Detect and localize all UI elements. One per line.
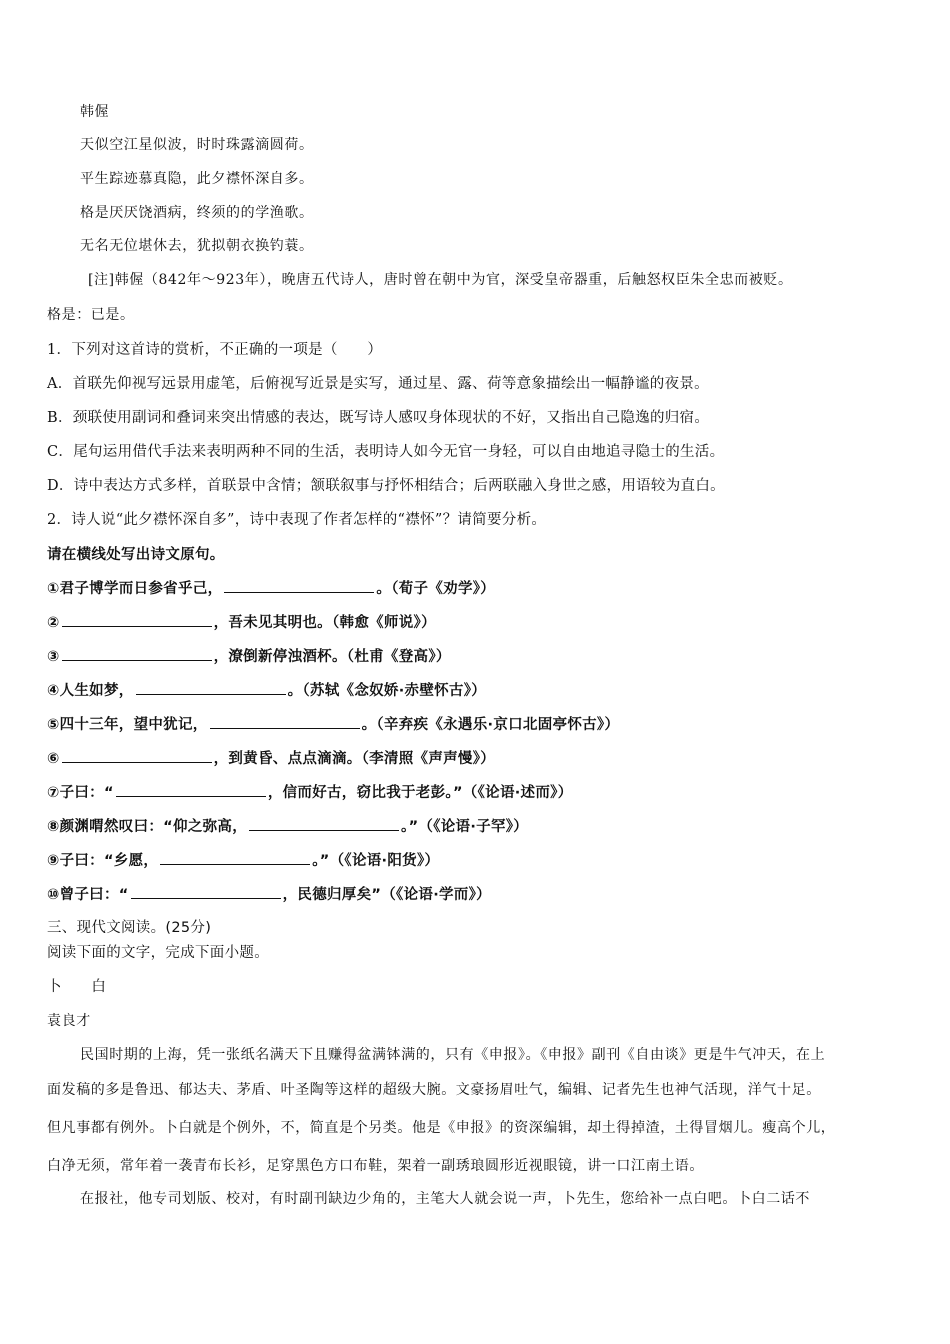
answer-blank[interactable] — [249, 816, 399, 831]
poem-note-continued: 格是：已是。 — [47, 307, 135, 323]
fill-item: ② ，吾未见其明也。（韩愈《师说》） — [47, 612, 436, 633]
article-title: 卜 白 — [47, 979, 107, 995]
article-paragraph-line: 白净无须，常年着一袭青布长衫，足穿黑色方口布鞋，架着一副琇琅圆形近视眼镜，讲一口江南土语。 — [47, 1158, 704, 1174]
poem-line: 无名无位堪休去，犹拟朝衣换钓蓑。 — [80, 238, 314, 254]
section-instruction: 阅读下面的文字，完成下面小题。 — [47, 945, 269, 961]
answer-blank[interactable] — [116, 782, 266, 797]
option-a: A．首联先仰视写远景用虚笔，后俯视写近景是实写，通过星、露、荷等意象描绘出一幅静谧的夜景。 — [47, 376, 709, 392]
fill-item: ⑩曾子曰：“ ，民德归厚矣”（《论语·学而》） — [47, 884, 491, 905]
fill-item: ⑥ ，到黄昏、点点滴滴。（李清照《声声慢》） — [47, 748, 495, 769]
option-b: B．颈联使用副词和叠词来突出情感的表达，既写诗人感叹身体现状的不好，又指出自己隐逸的归宿。 — [47, 410, 710, 426]
fill-item: ⑦子曰：“ ，信而好古，窃比我于老彭。”（《论语·述而》） — [47, 782, 573, 803]
answer-blank[interactable] — [62, 612, 212, 627]
section-heading: 三、现代文阅读。(25分) — [47, 920, 212, 936]
article-paragraph-line: 在报社，他专司划版、校对，有时副刊缺边少角的，主笔大人就会说一声，卜先生，您给补一点白吧。卜白二话不 — [80, 1191, 810, 1207]
fill-item: ④人生如梦， 。（苏轼《念奴娇·赤壁怀古》） — [47, 680, 486, 701]
answer-blank[interactable] — [224, 578, 374, 593]
fill-item: ⑧颜渊喟然叹曰：“仰之弥高， 。”（《论语·子罕》） — [47, 816, 528, 837]
fill-item: ①君子博学而日参省乎己， 。（荀子《劝学》） — [47, 578, 495, 599]
fill-item: ⑤四十三年，望中犹记， 。（辛弃疾《永遇乐·京口北固亭怀古》） — [47, 714, 619, 735]
article-paragraph-line: 民国时期的上海，凭一张纸名满天下且赚得盆满钵满的，只有《申报》。《申报》副刊《自由谈》更是牛气冲天，在上 — [80, 1047, 826, 1063]
poem-note: [注]韩偓（842年～923年），晚唐五代诗人，唐时曾在朝中为官，深受皇帝器重，后触怒权臣朱全忠而被贬。 — [88, 272, 793, 288]
answer-blank[interactable] — [210, 714, 360, 729]
poem-author: 韩偓 — [80, 104, 110, 120]
answer-blank[interactable] — [160, 850, 310, 865]
article-paragraph-line: 但凡事都有例外。卜白就是个例外，不，简直是个另类。他是《申报》的资深编辑，却土得掉渣，土得冒烟儿。瘦高个儿， — [47, 1120, 836, 1136]
poem-line: 格是厌厌饶酒病，终须的的学渔歌。 — [80, 205, 314, 221]
answer-blank[interactable] — [136, 680, 286, 695]
answer-blank[interactable] — [62, 646, 212, 661]
option-d: D．诗中表达方式多样，首联景中含情；颔联叙事与抒怀相结合；后两联融入身世之感，用语较为直白。 — [47, 478, 725, 494]
poem-line: 天似空江星似波，时时珠露滴圆荷。 — [80, 137, 314, 153]
answer-blank[interactable] — [131, 884, 281, 899]
question-1: 1．下列对这首诗的赏析，不正确的一项是（ ） — [47, 342, 383, 358]
article-author: 袁良才 — [47, 1013, 91, 1029]
option-c: C．尾句运用借代手法来表明两种不同的生活，表明诗人如今无官一身轻，可以自由地追寻隐士的生活。 — [47, 444, 725, 460]
poem-line: 平生踪迹慕真隐，此夕襟怀深自多。 — [80, 171, 314, 187]
answer-blank[interactable] — [62, 748, 212, 763]
fill-heading: 请在横线处写出诗文原句。 — [47, 547, 225, 563]
question-2: 2．诗人说“此夕襟怀深自多”，诗中表现了作者怎样的“襟怀”？请简要分析。 — [47, 512, 547, 528]
article-paragraph-line: 面发稿的多是鲁迅、郁达夫、茅盾、叶圣陶等这样的超级大腕。文豪扬眉吐气，编辑、记者先生也神气活现，洋气十足。 — [47, 1082, 821, 1098]
fill-item: ⑨子曰：“乡愿， 。”（《论语·阳货》） — [47, 850, 439, 871]
fill-item: ③ ，潦倒新停浊酒杯。（杜甫《登高》） — [47, 646, 451, 667]
